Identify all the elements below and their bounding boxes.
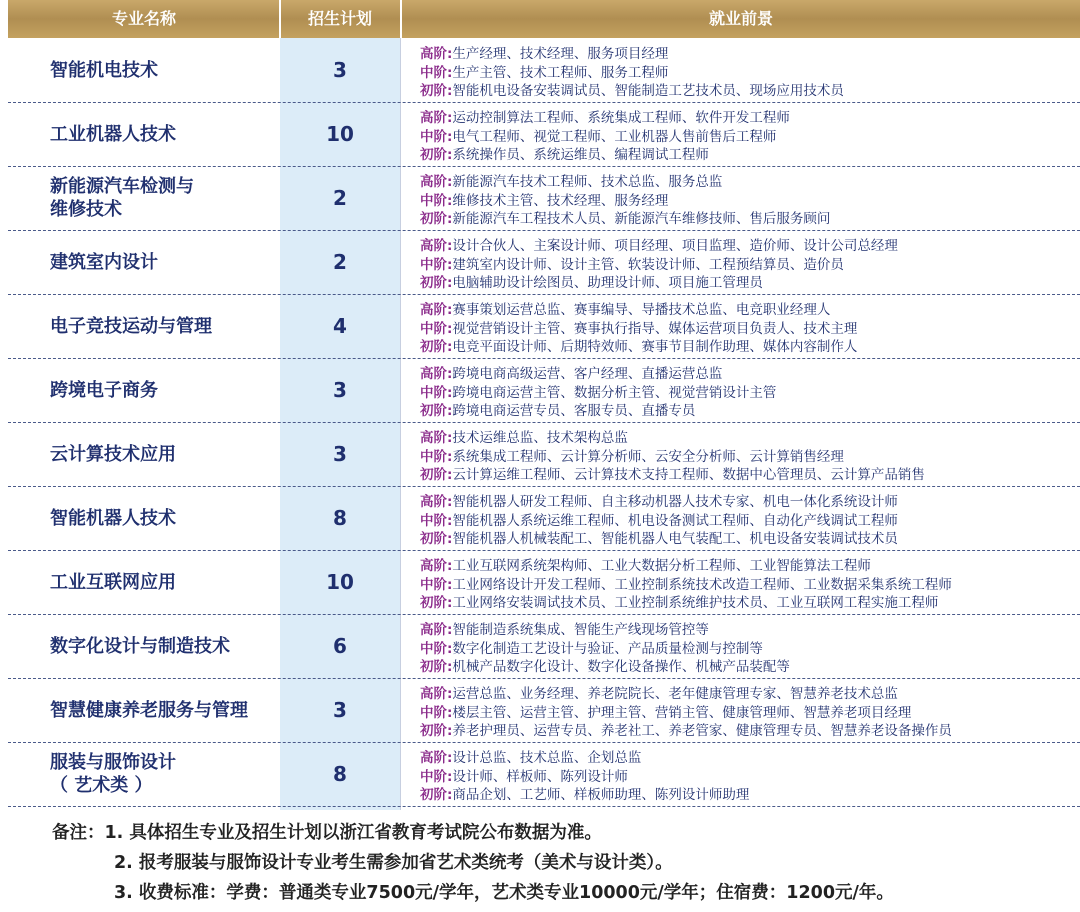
level-text: 生产经理、技术经理、服务项目经理 (452, 46, 669, 62)
level-label: 高阶: (420, 558, 453, 574)
level-text: 跨境电商运营主管、数据分析主管、视觉营销设计主管 (452, 384, 777, 401)
header-career: 就业前景 (708, 9, 773, 28)
level-label: 高阶: (420, 622, 453, 638)
career-prospects (420, 301, 1080, 357)
level-label: 中阶: (420, 576, 453, 593)
level-text: 生产主管、技术工程师、服务工程师 (452, 64, 669, 81)
career-low (420, 338, 1080, 357)
level-label: 初阶: (420, 659, 453, 675)
level-text: 电脑辅助设计绘图员、助理设计师、项目施工管理员 (452, 275, 763, 291)
level-text: 设计师、样板师、陈列设计师 (452, 768, 628, 785)
career-high (420, 621, 1080, 640)
level-label: 中阶: (420, 512, 453, 529)
table-row (8, 230, 1080, 294)
enrollment-plan: 4 (333, 314, 347, 338)
level-label: 中阶: (420, 448, 453, 465)
level-text: 技术运维总监、技术架构总监 (452, 430, 628, 446)
level-label: 高阶: (420, 430, 453, 446)
career-high (420, 365, 1080, 384)
level-text: 电竞平面设计师、后期特效师、赛事节目制作助理、媒体内容制作人 (452, 339, 858, 355)
table-row (8, 550, 1080, 614)
level-text: 新能源汽车技术工程师、技术总监、服务总监 (452, 174, 723, 190)
level-label: 初阶: (420, 275, 453, 291)
level-text: 运营总监、业务经理、养老院院长、老年健康管理专家、智慧养老技术总监 (452, 686, 898, 702)
table-header (8, 0, 1080, 38)
career-low (420, 274, 1080, 293)
career-low (420, 82, 1080, 101)
career-mid (420, 768, 1080, 787)
career-mid (420, 704, 1080, 723)
major-name: 建筑室内设计 (50, 251, 158, 273)
level-label: 高阶: (420, 302, 453, 318)
career-high (420, 109, 1080, 128)
career-mid (420, 64, 1080, 83)
header-plan: 招生计划 (307, 9, 372, 28)
table-row (8, 166, 1080, 230)
level-text: 智能制造系统集成、智能生产线现场管控等 (452, 622, 709, 638)
row-divider (8, 806, 1080, 807)
major-name: 智慧健康养老服务与管理 (50, 699, 248, 721)
major-name: 云计算技术应用 (50, 443, 176, 465)
level-text: 工业网络设计开发工程师、工业控制系统技术改造工程师、工业数据采集系统工程师 (452, 576, 952, 593)
level-text: 工业网络安装调试技术员、工业控制系统维护技术员、工业互联网工程实施工程师 (452, 595, 939, 611)
level-label: 高阶: (420, 46, 453, 62)
career-high (420, 557, 1080, 576)
level-label: 中阶: (420, 640, 453, 657)
career-high (420, 301, 1080, 320)
level-label: 中阶: (420, 256, 453, 273)
level-label: 初阶: (420, 147, 453, 163)
career-prospects (420, 493, 1080, 549)
career-prospects (420, 621, 1080, 677)
level-text: 视觉营销设计主管、赛事执行指导、媒体运营项目负责人、技术主理 (452, 320, 858, 337)
table-row (8, 742, 1080, 806)
level-text: 云计算运维工程师、云计算技术支持工程师、数据中心管理员、云计算产品销售 (452, 467, 925, 483)
major-name: 智能机电技术 (50, 59, 158, 81)
level-text: 智能机电设备安装调试员、智能制造工艺技术员、现场应用技术员 (452, 83, 844, 99)
level-text: 电气工程师、视觉工程师、工业机器人售前售后工程师 (452, 128, 777, 145)
level-text: 设计合伙人、主案设计师、项目经理、项目监理、造价师、设计公司总经理 (452, 238, 898, 254)
career-prospects (420, 685, 1080, 741)
level-label: 高阶: (420, 686, 453, 702)
career-high (420, 749, 1080, 768)
career-high (420, 45, 1080, 64)
table-row (8, 102, 1080, 166)
major-name: 服装与服饰设计 （ 艺术类 ） (50, 752, 176, 796)
table-row (8, 358, 1080, 422)
level-label: 高阶: (420, 750, 453, 766)
career-high (420, 429, 1080, 448)
enrollment-plan: 2 (333, 186, 347, 210)
level-text: 楼层主管、运营主管、护理主管、营销主管、健康管理师、智慧养老项目经理 (452, 704, 912, 721)
career-mid (420, 512, 1080, 531)
level-label: 高阶: (420, 110, 453, 126)
enrollment-plan: 10 (326, 570, 354, 594)
career-prospects (420, 173, 1080, 229)
career-mid (420, 256, 1080, 275)
level-label: 初阶: (420, 211, 453, 227)
level-label: 中阶: (420, 192, 453, 209)
level-text: 智能机器人研发工程师、自主移动机器人技术专家、机电一体化系统设计师 (452, 494, 898, 510)
career-low (420, 594, 1080, 613)
level-label: 初阶: (420, 467, 453, 483)
level-text: 智能机器人机械装配工、智能机器人电气装配工、机电设备安装调试技术员 (452, 531, 898, 547)
career-prospects (420, 365, 1080, 421)
major-name: 智能机器人技术 (50, 507, 176, 529)
career-low (420, 402, 1080, 421)
table-row (8, 294, 1080, 358)
career-mid (420, 192, 1080, 211)
level-label: 初阶: (420, 723, 453, 739)
career-low (420, 786, 1080, 805)
table-row (8, 486, 1080, 550)
major-name: 工业互联网应用 (50, 571, 176, 593)
level-text: 设计总监、技术总监、企划总监 (452, 750, 642, 766)
major-name: 电子竞技运动与管理 (50, 315, 212, 337)
career-high (420, 493, 1080, 512)
career-prospects (420, 109, 1080, 165)
level-text: 跨境电商运营专员、客服专员、直播专员 (452, 403, 696, 419)
career-mid (420, 640, 1080, 659)
enrollment-plan: 3 (333, 698, 347, 722)
note-1: 备注：1. 具体招生专业及招生计划以浙江省教育考试院公布数据为准。 (52, 823, 602, 843)
career-low (420, 466, 1080, 485)
enrollment-plan: 8 (333, 762, 347, 786)
level-text: 跨境电商高级运营、客户经理、直播运营总监 (452, 366, 723, 382)
career-prospects (420, 45, 1080, 101)
major-name: 数字化设计与制造技术 (50, 635, 230, 657)
level-label: 中阶: (420, 64, 453, 81)
career-low (420, 146, 1080, 165)
level-text: 赛事策划运营总监、赛事编导、导播技术总监、电竞职业经理人 (452, 302, 831, 318)
level-label: 中阶: (420, 384, 453, 401)
career-prospects (420, 237, 1080, 293)
level-text: 数字化制造工艺设计与验证、产品质量检测与控制等 (452, 640, 763, 657)
career-low (420, 210, 1080, 229)
career-mid (420, 448, 1080, 467)
level-text: 养老护理员、运营专员、养老社工、养老管家、健康管理专员、智慧养老设备操作员 (452, 723, 952, 739)
level-label: 中阶: (420, 704, 453, 721)
career-prospects (420, 429, 1080, 485)
table-row (8, 614, 1080, 678)
level-text: 系统操作员、系统运维员、编程调试工程师 (452, 147, 709, 163)
career-high (420, 173, 1080, 192)
career-mid (420, 576, 1080, 595)
career-mid (420, 384, 1080, 403)
level-label: 初阶: (420, 83, 453, 99)
enrollment-plan: 3 (333, 442, 347, 466)
career-high (420, 237, 1080, 256)
table-row (8, 38, 1080, 102)
level-label: 中阶: (420, 768, 453, 785)
level-label: 高阶: (420, 174, 453, 190)
enrollment-plan: 6 (333, 634, 347, 658)
level-text: 机械产品数字化设计、数字化设备操作、机械产品装配等 (452, 659, 790, 675)
level-text: 建筑室内设计师、设计主管、软装设计师、工程预结算员、造价员 (452, 256, 844, 273)
level-text: 维修技术主管、技术经理、服务经理 (452, 192, 669, 209)
enrollment-plan: 2 (333, 250, 347, 274)
enrollment-plan: 8 (333, 506, 347, 530)
enrollment-plan: 3 (333, 58, 347, 82)
level-text: 系统集成工程师、云计算分析师、云安全分析师、云计算销售经理 (452, 448, 844, 465)
header-major: 专业名称 (111, 9, 176, 28)
level-text: 智能机器人系统运维工程师、机电设备测试工程师、自动化产线调试工程师 (452, 512, 898, 529)
career-high (420, 685, 1080, 704)
enrollment-plan: 10 (326, 122, 354, 146)
career-prospects (420, 749, 1080, 805)
level-text: 商品企划、工艺师、样板师助理、陈列设计师助理 (452, 787, 750, 803)
career-mid (420, 320, 1080, 339)
major-name: 跨境电子商务 (50, 379, 158, 401)
career-mid (420, 128, 1080, 147)
career-low (420, 722, 1080, 741)
level-label: 中阶: (420, 320, 453, 337)
level-label: 初阶: (420, 339, 453, 355)
level-label: 初阶: (420, 403, 453, 419)
level-label: 高阶: (420, 494, 453, 510)
level-label: 初阶: (420, 595, 453, 611)
level-label: 高阶: (420, 238, 453, 254)
career-prospects (420, 557, 1080, 613)
career-low (420, 530, 1080, 549)
note-3: 3. 收费标准：学费：普通类专业7500元/学年，艺术类专业10000元/学年；住宿费：1200元/年。 (114, 883, 894, 903)
level-label: 初阶: (420, 787, 453, 803)
major-name: 工业机器人技术 (50, 123, 176, 145)
level-label: 高阶: (420, 366, 453, 382)
note-2: 2. 报考服装与服饰设计专业考生需参加省艺术类统考（美术与设计类）。 (114, 853, 673, 873)
notes-section (52, 818, 1072, 908)
career-low (420, 658, 1080, 677)
level-text: 新能源汽车工程技术人员、新能源汽车维修技师、售后服务顾问 (452, 211, 831, 227)
level-label: 初阶: (420, 531, 453, 547)
major-name: 新能源汽车检测与 维修技术 (50, 176, 194, 220)
table-row (8, 422, 1080, 486)
enrollment-plan: 3 (333, 378, 347, 402)
level-text: 运动控制算法工程师、系统集成工程师、软件开发工程师 (452, 110, 790, 126)
level-label: 中阶: (420, 128, 453, 145)
level-text: 工业互联网系统架构师、工业大数据分析工程师、工业智能算法工程师 (452, 558, 871, 574)
table-row (8, 678, 1080, 742)
